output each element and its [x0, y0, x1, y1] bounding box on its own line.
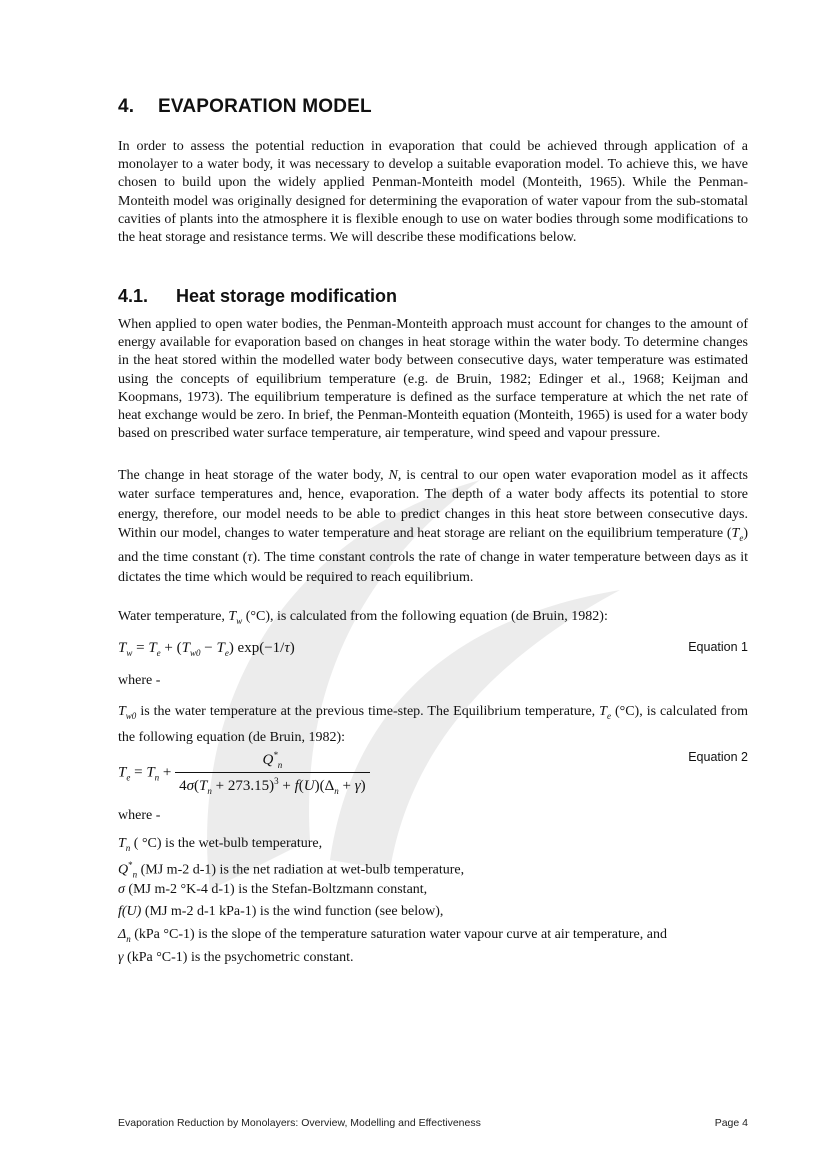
definition-text: (MJ m-2 d-1 kPa-1) is the wind function (see below),	[141, 904, 444, 919]
definition-text: (MJ m-2 d-1) is the net radiation at wet-bulb temperature,	[137, 862, 465, 878]
text-run: ). The time constant controls the rate of change in water temperature between days as it dictates the time which would be required to reach equilibrium.	[118, 550, 748, 585]
equation-2-fraction: $\frac{Q^*_n}{4\sigma(T_n + 273.15)^3 + f(U)(\Delta_n + \gamma)}$	[175, 750, 369, 796]
symbol-te: T	[731, 526, 740, 542]
symbol-sub: w0	[125, 710, 137, 721]
section-heading	[118, 96, 372, 118]
definition-qn: $Q^*_n$ (MJ m-2 d-1) is the net radiation at wet-bulb temperature,	[118, 860, 465, 880]
definition-tn	[118, 836, 322, 853]
intro-paragraph: In order to assess the potential reduction in evaporation that could be achieved through application of a monolayer to a water body, it was necessary to develop a suitable evaporation model. To achieve this, we have chosen to build upon the widely applied Penman-Monteith model (Monteith, 1965). While the Penman-Monteith model was originally designed for determining the evaporation of water vapour from the sub-stomatal cavities of plants into the atmosphere it is flexible enough to use on water bodies through some modifications to the heat storage and resistance terms. We will describe these modifications below.	[118, 139, 748, 246]
definition-text: ( °C) is the wet-bulb temperature,	[130, 836, 323, 851]
subsection-number: 4.1.	[118, 286, 149, 306]
symbol: Q	[118, 862, 129, 878]
text-run: (°C), is calculated from the following equation (de Bruin, 1982):	[242, 609, 608, 624]
text-run: Water temperature,	[118, 609, 229, 624]
symbol-sub: e	[606, 710, 611, 721]
heat-storage-paragraph: When applied to open water bodies, the Penman-Monteith approach must account for changes to the amount of energy available for evaporation based on changes in heat storage within the water body. To determine changes in the heat stored within the modelled water body between consecutive days, water temperature was estimated using the concepts of equilibrium temperature (e.g. de Bruin, 1982; Edinger et al., 1968; Keijman and Koopmans, 1973). The equilibrium temperature is defined as the surface temperature at which the net rate of heat exchange would be zero. In brief, the Penman-Monteith equation (Monteith, 1965) is used for a water body based on prescribed water surface temperature, air temperature, wind speed and vapour pressure.	[118, 317, 748, 442]
tw0-definition	[118, 701, 748, 748]
where-label-2: where -	[118, 808, 161, 823]
equation-1-label: Equation 1	[688, 640, 748, 654]
heat-storage-change-paragraph	[118, 466, 748, 587]
definition-fu	[118, 904, 443, 920]
symbol: γ	[118, 950, 124, 965]
equation-2: $T_e = T_n$ + $\frac{Q^*_n}{4\sigma(T_n + 273.15)^3 + f(U)(\Delta_n + \gamma)}$	[118, 750, 370, 796]
definition-text: (MJ m-2 °K-4 d-1) is the Stefan-Boltzmann constant,	[124, 882, 428, 897]
symbol: σ	[118, 882, 125, 897]
page-number: Page 4	[714, 1117, 748, 1129]
symbol-sub: n	[126, 933, 131, 944]
symbol: T	[118, 836, 126, 851]
symbol-t: T	[118, 704, 126, 719]
symbol-sub: w	[236, 615, 243, 626]
water-temperature-intro	[118, 609, 608, 626]
text-run: ) and the time constant (	[118, 526, 748, 566]
symbol-sub: n	[132, 869, 138, 880]
text-run: The change in heat storage of the water body,	[118, 468, 389, 483]
definition-text: (kPa °C-1) is the slope of the temperature saturation water vapour curve at air temperature, and	[130, 927, 667, 942]
text-run: (°C), is calculated from the following equation (de Bruin, 1982):	[118, 704, 748, 745]
symbol-sub: n	[125, 842, 131, 853]
symbol-te: T	[599, 704, 607, 719]
definition-gamma	[118, 950, 353, 966]
equation-2-label: Equation 2	[688, 750, 748, 764]
subsection-title: Heat storage modification	[176, 286, 398, 306]
symbol-sub: e	[739, 533, 744, 544]
subsection-heading	[118, 286, 397, 307]
definition-sigma	[118, 882, 427, 898]
symbol: f(U)	[118, 904, 142, 919]
where-label-1: where -	[118, 673, 161, 688]
text-run: , is central to our open water evaporation model as it affects water surface temperatures and, hence, evaporation. The depth of a water body affects its potential to store energy, therefore, our model needs to be able to predict changes in this heat store between consecutive days. Within our model, changes to water temperature and heat storage are reliant on the equilibrium temperature (	[118, 468, 748, 542]
symbol: Δ	[118, 927, 127, 942]
symbol-tau: τ	[247, 550, 253, 566]
definition-delta	[118, 927, 667, 944]
symbol-t: T	[228, 609, 237, 624]
equation-1: $T_w = T_e + (T_{w0} - T_e)$ exp(−1/τ)	[118, 640, 295, 658]
section-number: 4.	[118, 96, 135, 117]
section-title: EVAPORATION MODEL	[158, 96, 372, 117]
footer-title: Evaporation Reduction by Monolayers: Overview, Modelling and Effectiveness	[118, 1117, 481, 1129]
text-run: is the water temperature at the previous time-step. The Equilibrium temperature,	[140, 704, 600, 719]
definition-text: (kPa °C-1) is the psychometric constant.	[123, 950, 354, 965]
symbol-n: N	[388, 468, 398, 483]
